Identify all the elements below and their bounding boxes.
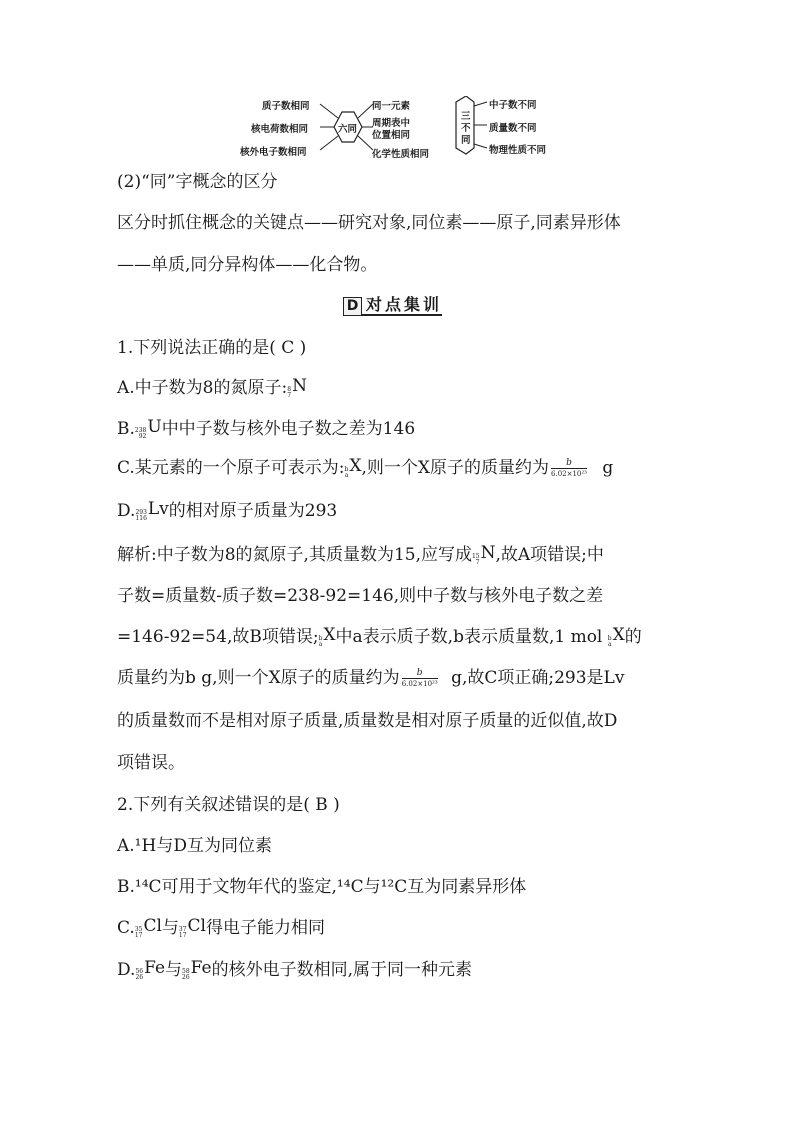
option-text: 与 bbox=[165, 960, 183, 980]
atomic-number: 17 bbox=[178, 932, 187, 939]
diagram-right-item: 同一元素 bbox=[372, 101, 411, 112]
practice-title: 对点集训 bbox=[366, 295, 443, 314]
option-text: ,则一个X原子的质量约为 bbox=[361, 458, 550, 478]
isotope-notation bbox=[345, 458, 362, 479]
mass-number: 293 bbox=[135, 509, 147, 516]
atomic-number: 92 bbox=[138, 433, 147, 440]
isotope-notation bbox=[608, 627, 625, 648]
fraction-numerator: b bbox=[416, 668, 423, 678]
diagram-right-item: 位置相同 bbox=[372, 130, 411, 141]
question-stem: 1.下列说法正确的是( C ) bbox=[117, 338, 307, 358]
option-text: A.中子数为8的氮原子: bbox=[117, 378, 288, 398]
explanation-line bbox=[117, 668, 624, 689]
explanation-text: 质量约为b g,则一个X原子的质量约为 bbox=[117, 668, 400, 688]
atomic-number: 26 bbox=[182, 974, 190, 981]
option-d bbox=[117, 501, 337, 522]
atomic-number: 17 bbox=[134, 932, 143, 939]
element-symbol: U bbox=[147, 417, 162, 437]
isotope-notation bbox=[287, 378, 307, 399]
mass-number: 238 bbox=[134, 427, 147, 434]
element-symbol: N bbox=[292, 376, 307, 396]
d-badge-icon: D bbox=[343, 297, 362, 316]
fraction-denominator: 6.02×10²³ bbox=[401, 680, 438, 688]
option-text: D. bbox=[117, 960, 136, 980]
explanation-text: =146-92=54,故B项错误; bbox=[117, 627, 319, 647]
element-symbol: Fe bbox=[144, 958, 166, 978]
atomic-number: 26 bbox=[135, 974, 144, 981]
element-symbol: X bbox=[349, 456, 362, 476]
mass-number: b bbox=[607, 635, 612, 642]
option-c bbox=[117, 918, 325, 939]
mass-number: 8 bbox=[287, 386, 292, 393]
diagram-left-item: 质子数相同 bbox=[262, 101, 310, 112]
option-text: 与 bbox=[161, 918, 179, 938]
fraction-denominator: 6.02×10²³ bbox=[551, 470, 587, 478]
element-symbol: Lv bbox=[147, 499, 169, 519]
option-a: A.¹H与D互为同位素 bbox=[117, 836, 272, 856]
diagram-left-item: 核外电子数相同 bbox=[240, 147, 307, 158]
explanation-text: 的 bbox=[624, 627, 642, 647]
option-text: 中中子数与核外电子数之差为146 bbox=[161, 419, 416, 439]
option-text: 得电子能力相同 bbox=[206, 918, 325, 938]
option-text: 的核外电子数相同,属于同一种元素 bbox=[211, 960, 472, 980]
practice-heading bbox=[343, 292, 442, 316]
option-text: 的相对原子质量为293 bbox=[168, 501, 338, 521]
option-text: C.某元素的一个原子可表示为: bbox=[117, 458, 345, 478]
explanation-text: ,故A项错误;中 bbox=[495, 545, 604, 565]
element-symbol: X bbox=[612, 625, 625, 645]
explanation-line: 项错误。 bbox=[117, 753, 185, 773]
mass-number: 56 bbox=[135, 968, 144, 975]
explanation-text: 中a表示质子数,b表示质量数,1 mol bbox=[335, 627, 608, 647]
explanation-line: 的质量数而不是相对原子质量,质量数是相对原子质量的近似值,故D bbox=[117, 711, 618, 731]
atomic-number: 7 bbox=[475, 559, 480, 566]
atomic-number: 7 bbox=[287, 392, 292, 399]
isotope-notation bbox=[319, 627, 336, 648]
mass-number: b bbox=[318, 635, 323, 642]
isotope-notation bbox=[135, 960, 165, 981]
mass-number: 37 bbox=[178, 926, 187, 933]
mass-number: 58 bbox=[182, 968, 190, 975]
diagram-far-right-item: 中子数不同 bbox=[489, 100, 537, 111]
atomic-number: a bbox=[344, 472, 349, 479]
three-diff-label: 不 bbox=[461, 123, 471, 134]
section-heading: (2)“同”字概念的区分 bbox=[117, 172, 278, 192]
isotope-notation bbox=[135, 419, 162, 440]
option-d bbox=[117, 960, 472, 981]
diagram-center-label: 六同 bbox=[338, 124, 358, 135]
diagram-right-item: 化学性质相同 bbox=[372, 149, 430, 160]
paragraph: ——单质,同分异构体——化合物。 bbox=[117, 255, 378, 275]
diagram-far-right-item: 质量数不同 bbox=[489, 123, 537, 134]
mass-number: 15 bbox=[471, 553, 480, 560]
option-text: D. bbox=[117, 501, 136, 521]
option-a bbox=[117, 378, 307, 399]
explanation-line: 子数=质量数-质子数=238-92=146,则中子数与核外电子数之差 bbox=[117, 586, 604, 606]
atomic-number: a bbox=[608, 641, 612, 648]
diagram-left-item: 核电荷数相同 bbox=[251, 124, 309, 135]
element-symbol: Cl bbox=[143, 916, 162, 936]
explanation-line bbox=[117, 627, 642, 648]
element-symbol: X bbox=[323, 625, 336, 645]
fraction-numerator: b bbox=[566, 458, 572, 468]
diagram-right-item: 周期表中 bbox=[372, 118, 411, 129]
option-c bbox=[117, 458, 613, 479]
isotope-notation bbox=[179, 918, 206, 939]
three-diff-label: 同 bbox=[461, 135, 471, 146]
element-symbol: Cl bbox=[187, 916, 206, 936]
three-diff-label: 三 bbox=[461, 111, 471, 122]
option-b: B.¹⁴C可用于文物年代的鉴定,¹⁴C与¹²C互为同素异形体 bbox=[117, 877, 527, 897]
mass-number: 35 bbox=[134, 926, 143, 933]
isotope-notation bbox=[472, 545, 496, 566]
element-symbol: N bbox=[480, 543, 496, 563]
explanation-line bbox=[117, 545, 604, 566]
isotope-notation bbox=[135, 918, 162, 939]
fraction bbox=[551, 458, 587, 479]
isotope-notation bbox=[135, 501, 168, 522]
paragraph: 区分时抓住概念的关键点——研究对象,同位素——原子,同素异形体 bbox=[117, 213, 621, 233]
explanation-text: g,故C项正确;293是Lv bbox=[445, 668, 625, 688]
option-text: B. bbox=[117, 419, 135, 439]
atomic-number: 116 bbox=[135, 515, 147, 522]
fraction bbox=[402, 668, 438, 689]
mass-number: b bbox=[344, 466, 349, 473]
element-symbol: Fe bbox=[190, 958, 212, 978]
option-text: g bbox=[597, 458, 614, 478]
explanation-text: 解析:中子数为8的氮原子,其质量数为15,应写成 bbox=[117, 545, 472, 565]
diagram-far-right-item: 物理性质不同 bbox=[489, 145, 547, 156]
option-b bbox=[117, 419, 415, 440]
isotope-notation bbox=[182, 960, 212, 981]
question-stem: 2.下列有关叙述错误的是( B ) bbox=[117, 795, 340, 815]
atomic-number: a bbox=[318, 641, 323, 648]
option-text: C. bbox=[117, 918, 135, 938]
